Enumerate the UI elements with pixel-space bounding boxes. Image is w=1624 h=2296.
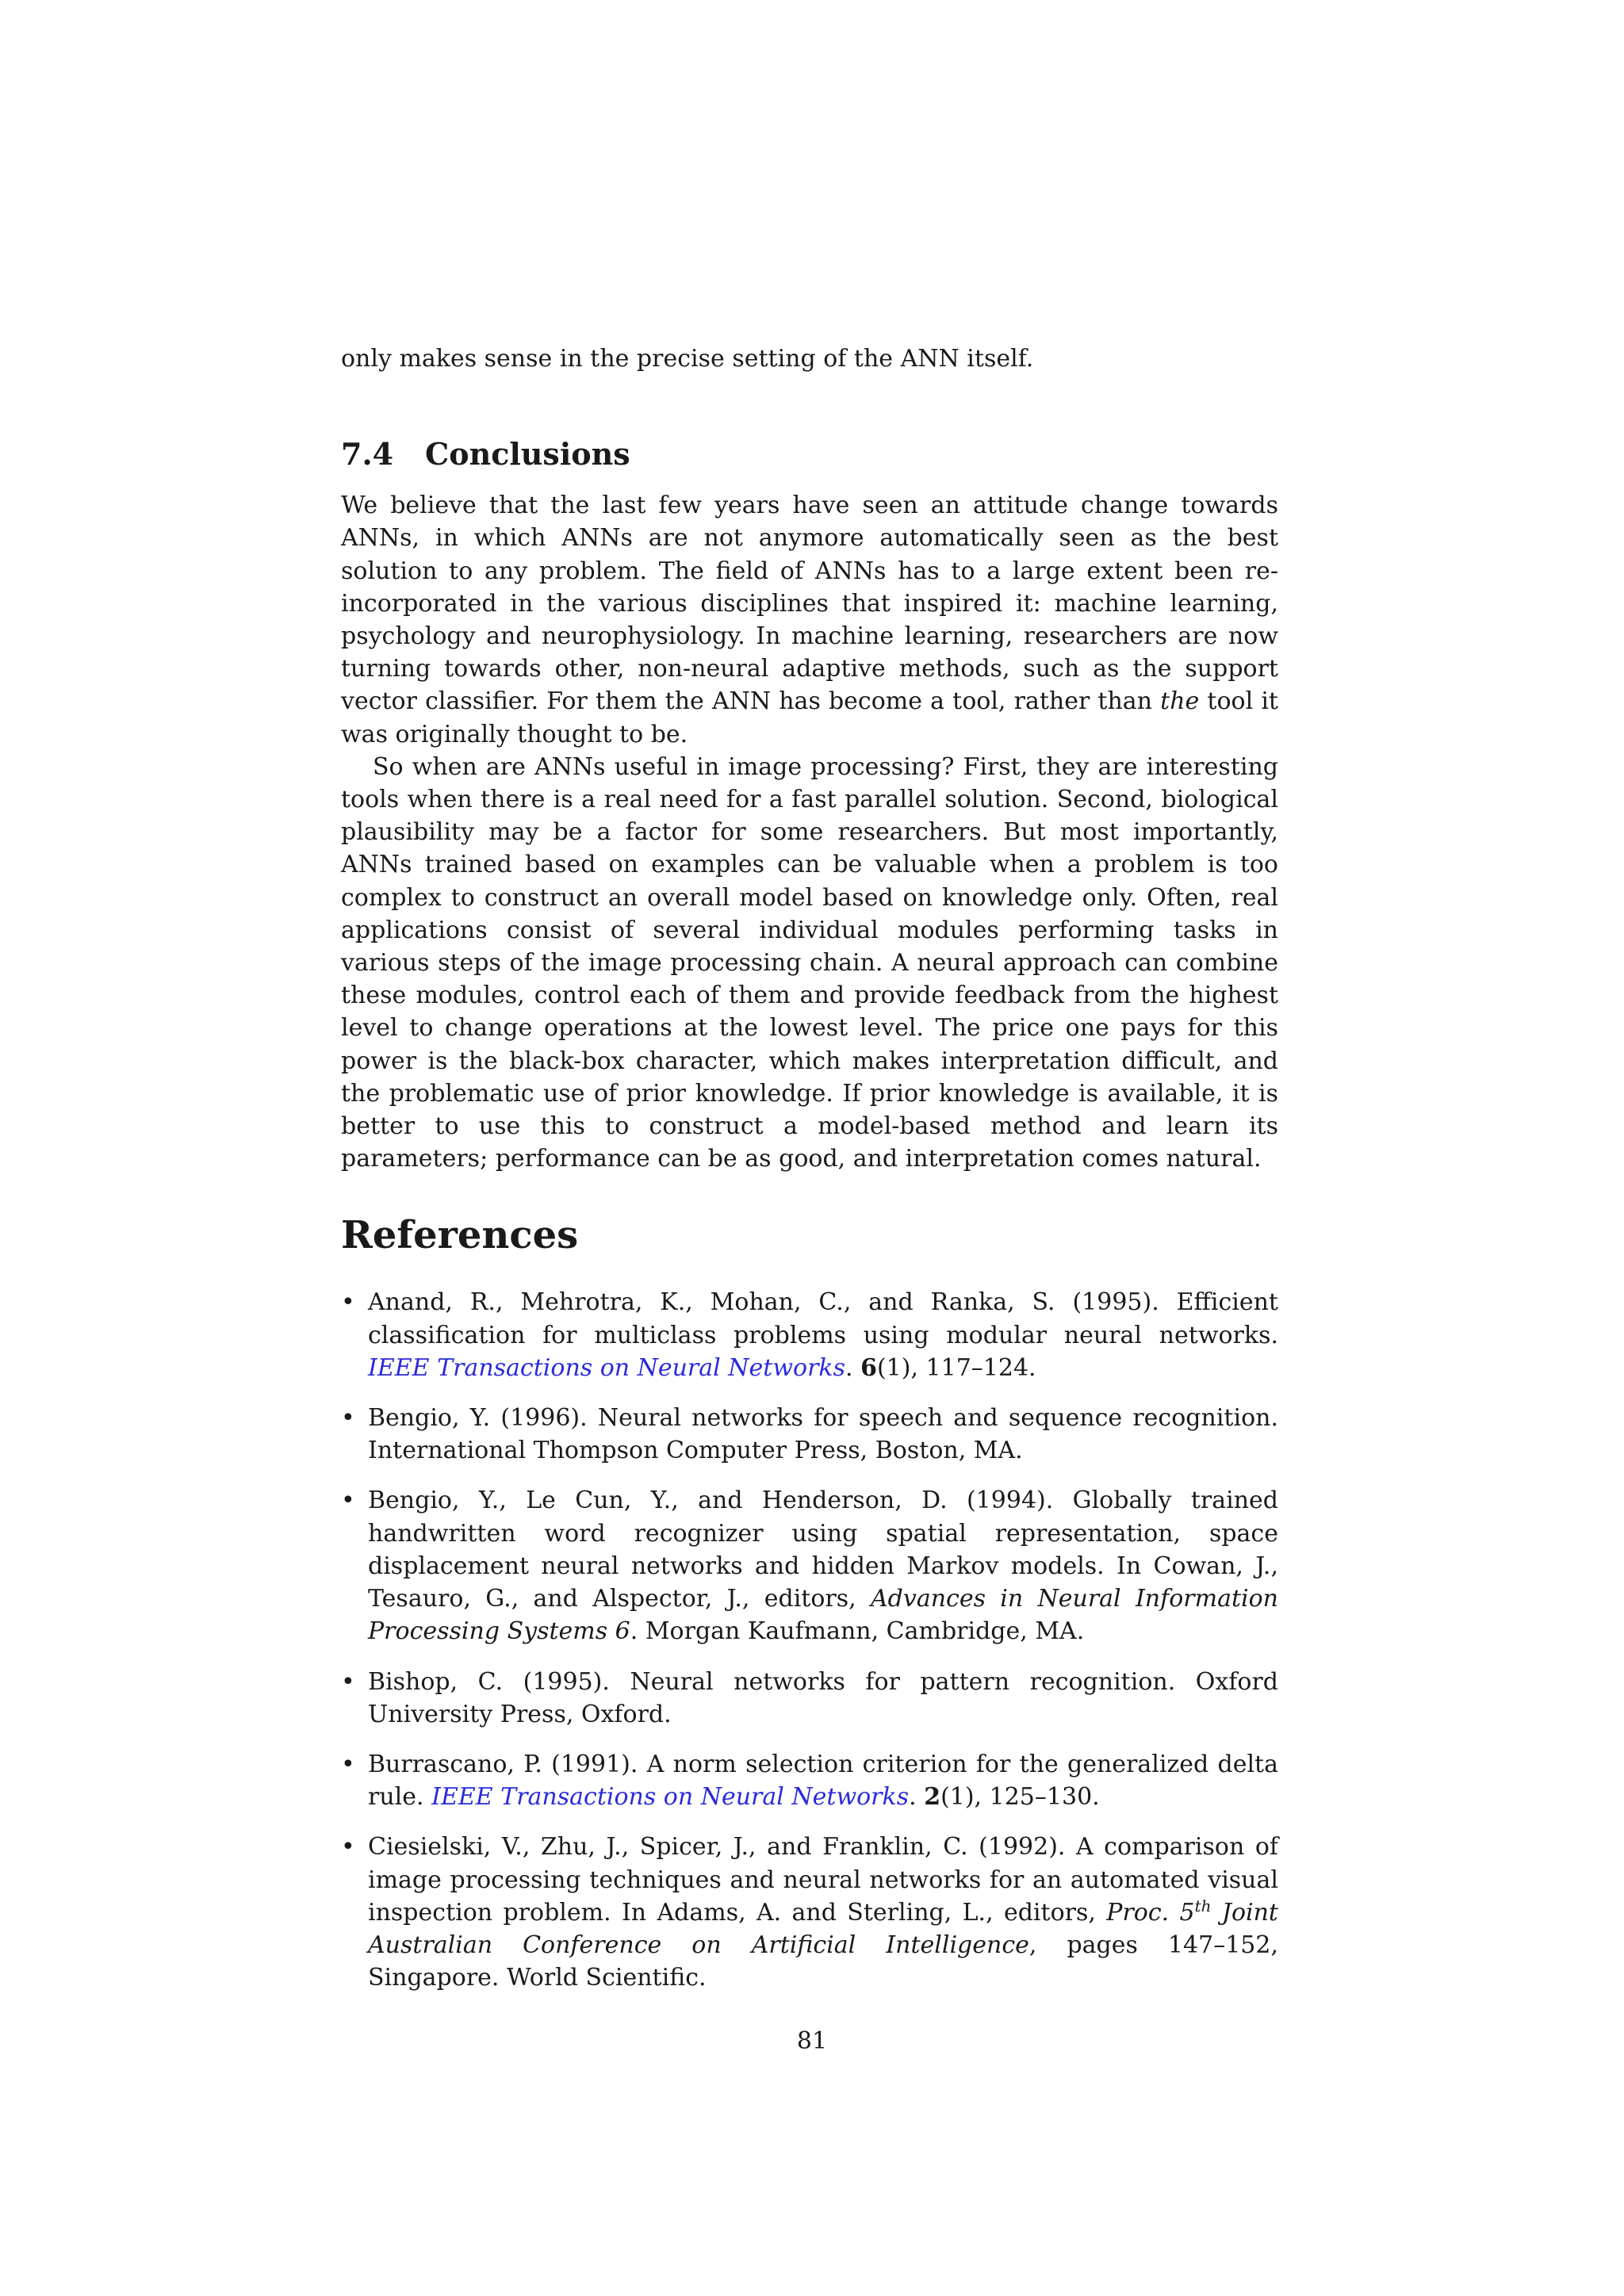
conclusions-paragraph-2: So when are ANNs useful in image processing? First, they are interesting tools when there is a real need for a fast parallel solution. Second, biological plausibility may be a factor for some researchers. But most importantly, ANNs trained based on examples can be valuable when a problem is too complex to construct an overall model based on knowledge only. Often, real applications consist of several individual modules performing tasks in various steps of the image processing chain. A neural approach can combine these modules, control each of them and provide feedback from the highest level to change operations at the lowest level. The price one pays for this power is the black-box character, which makes interpretation difficult, and the problematic use of prior knowledge. If prior knowledge is available, it is better to use this to construct a model-based method and learn its parameters; performance can be as good, and interpretation comes natural. <box>341 752 1278 1173</box>
bullet-icon: • <box>341 1667 355 1696</box>
section-title: Conclusions <box>425 436 630 473</box>
reference-item: • Burrascano, P. (1991). A norm selection criterion for the generalized delta rule. IEEE Transactions on Neural Networks. 2(1), 125–130. <box>341 1748 1278 1813</box>
page-number: 81 <box>796 2027 828 2055</box>
bullet-icon: • <box>341 1487 355 1515</box>
section-heading <box>341 437 1278 472</box>
reference-item: • Anand, R., Mehrotra, K., Mohan, C., and Ranka, S. (1995). Efficient classification for multiclass problems using modular neural networks. IEEE Transactions on Neural Networks. 6(1), 117–124. <box>341 1286 1278 1384</box>
volume-number: 6 <box>860 1353 877 1382</box>
conclusions-paragraph-1: We believe that the last few years have seen an attitude change towards ANNs, in which ANNs are not anymore automatically seen as the best solution to any problem. The field of ANNs has to a large extent been re-incorporated in the various disciplines that inspired it: machine learning, psychology and neurophysiology. In machine learning, researchers are now turning towards other, non-neural adaptive methods, such as the support vector classifier. For them the ANN has become a tool, rather than the tool it was originally thought to be. <box>341 492 1278 748</box>
bullet-icon: • <box>341 1404 355 1433</box>
reference-list <box>341 1286 1278 1994</box>
emphasis-the: the <box>1160 687 1200 716</box>
reference-link[interactable]: IEEE Transactions on Neural Networks <box>368 1353 846 1382</box>
reference-link[interactable]: IEEE Transactions on Neural Networks <box>431 1783 910 1812</box>
page-content <box>341 342 1278 2011</box>
reference-item: • Bengio, Y. (1996). Neural networks for speech and sequence recognition. International Thompson Computer Press, Boston, MA. <box>341 1402 1278 1467</box>
references-heading: References <box>341 1213 579 1258</box>
volume-number: 2 <box>924 1783 941 1812</box>
bullet-icon: • <box>341 1833 355 1862</box>
section-number: 7.4 <box>341 436 394 473</box>
reference-venue: Proc. 5th Joint Australian Conference on Artificial Intelligence <box>368 1896 1278 1959</box>
reference-item: • Bishop, C. (1995). Neural networks for pattern recognition. Oxford University Press, Oxford. <box>341 1666 1278 1731</box>
bullet-icon: • <box>341 1288 355 1317</box>
reference-venue: Advances in Neural Information Processing Systems 6 <box>368 1585 1278 1646</box>
reference-item: • Bengio, Y., Le Cun, Y., and Henderson, D. (1994). Globally trained handwritten word recognizer using spatial representation, space displacement neural networks and hidden Markov models. In Cowan, J., Tesauro, G., and Alspector, J., editors, Advances in Neural Information Processing Systems 6. Morgan Kaufmann, Cambridge, MA. <box>341 1484 1278 1647</box>
bullet-icon: • <box>341 1750 355 1778</box>
reference-item: • Ciesielski, V., Zhu, J., Spicer, J., and Franklin, C. (1992). A comparison of image processing techniques and neural networks for an automated visual inspection problem. In Adams, A. and Sterling, L., editors, Proc. 5th Joint Australian Conference on Artificial Intelligence, pages 147–152, Singapore. World Scientific. <box>341 1831 1278 1994</box>
continued-paragraph: only makes sense in the precise setting of the ANN itself. <box>341 345 1034 373</box>
